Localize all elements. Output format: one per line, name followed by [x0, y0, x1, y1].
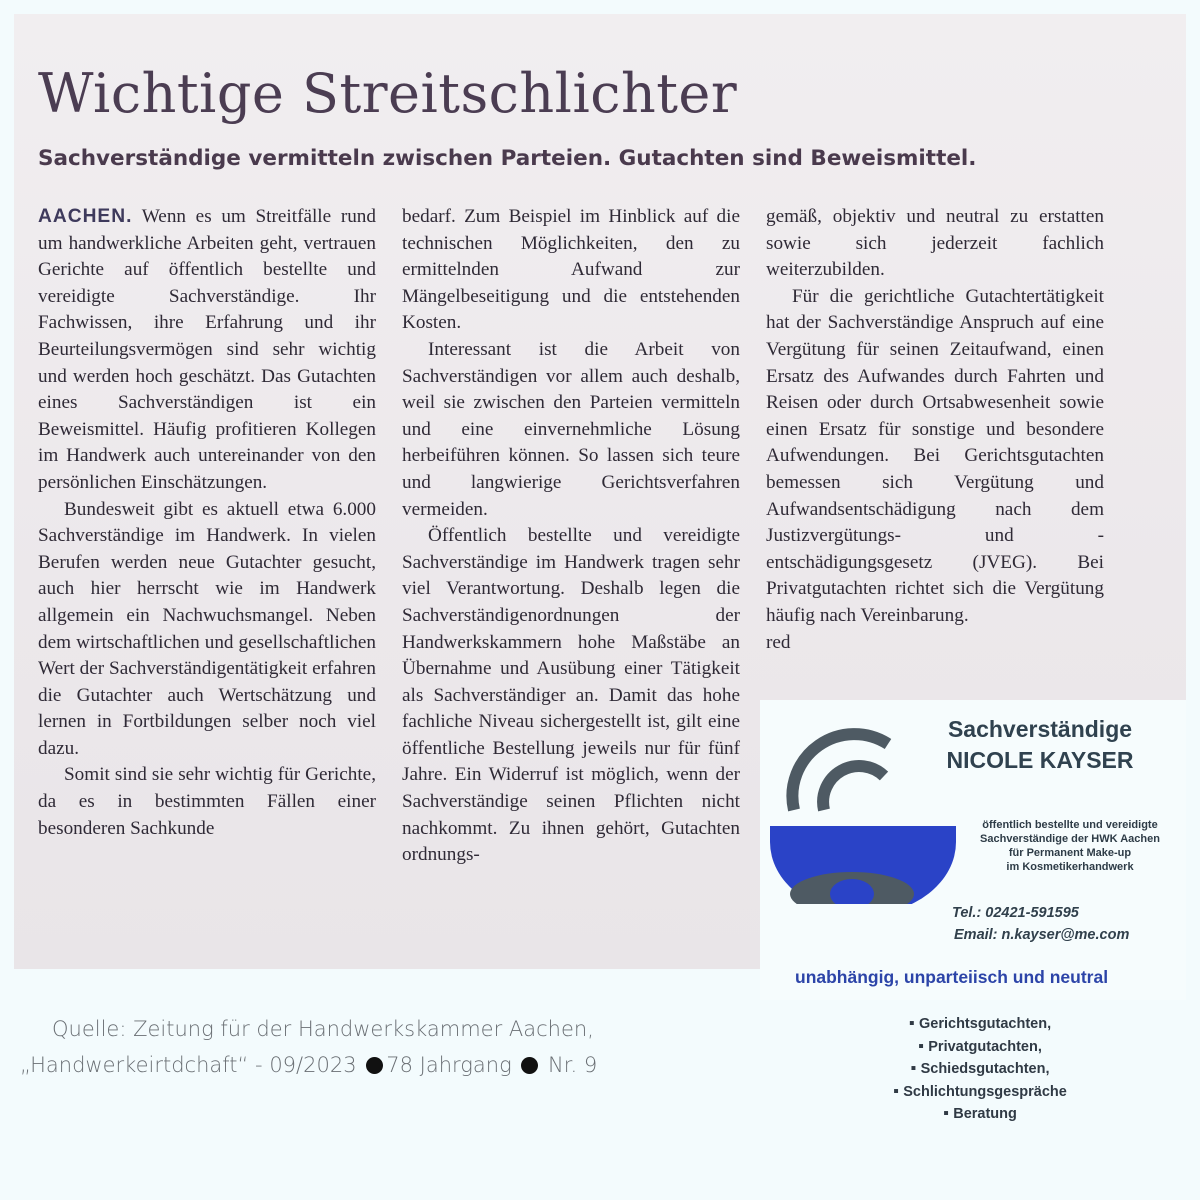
- advertiser-name: [910, 714, 1170, 776]
- source-line-1: Quelle: Zeitung für der Handwerkskammer Aachen,: [52, 1017, 594, 1041]
- column-3-paragraph-2: Für die gerichtliche Gutachtertätigkeit hat der Sachverständige Anspruch auf eine Vergütung für seinen Zeitaufwand, einen Ersatz des Aufwandes durch Fahrten und Reisen oder durch Ortsabwesenheit sowie einen Ersatz für sonstige und besondere Aufwendungen. Bei Gerichtsgutachten bemessen sich Vergütung und Aufwandsentschädigung nach dem Justizvergütungs- und -entschädigungsgesetz (JVEG). Bei Privatgutachten richtet sich die Vergütung häufig nach Vereinbarung.: [766, 285, 1104, 626]
- source-citation: [20, 1011, 720, 1083]
- bullet-dot-icon: [366, 1057, 383, 1074]
- source-volume: 78 Jahrgang: [386, 1053, 512, 1077]
- column-3-paragraph-1: gemäß, objektiv und neutral zu erstatten sowie sich jederzeit fachlich weiterzubilden.: [766, 206, 1104, 281]
- contact-info: [952, 902, 1129, 946]
- service-item: ▪ Privatgutachten,: [870, 1036, 1090, 1059]
- column-2-paragraph-1: bedarf. Zum Beispiel im Hinblick auf die technischen Möglichkeiten, den zu ermittelnden Aufwand zur Mängelbeseitigung und die entstehenden Kosten.: [402, 206, 740, 334]
- column-1-paragraph-3: Somit sind sie sehr wichtig für Gerichte, da es in bestimmten Fällen einer besonderen Sachkunde: [38, 764, 376, 839]
- bullet-dot-icon: [521, 1057, 538, 1074]
- description-line: im Kosmetikerhandwerk: [1006, 861, 1134, 873]
- description-line: für Permanent Make-up: [1008, 847, 1132, 859]
- author-signature: red: [766, 631, 791, 653]
- service-item: ▪ Schlichtungsgespräche: [870, 1081, 1090, 1104]
- description-line: Sachverständige der HWK Aachen: [980, 833, 1160, 845]
- column-2-paragraph-3: Öffentlich bestellte und vereidigte Sachverständige im Handwerk tragen sehr viel Verantwortung. Deshalb legen die Sachverständigenordnungen der Handwerkskammern hohe Maßstäbe an Übernahme und Ausübung einer Tätigkeit als Sachverständiger an. Damit das hohe fachliche Niveau sichergestellt ist, gilt eine öffentliche Bestellung jeweils nur für fünf Jahre. Ein Widerruf ist möglich, wenn der Sachverständige seinen Pflichten nicht nachkommt. Zu ihnen gehört, Gutachten ordnungs-: [402, 525, 740, 866]
- article-column-3: [766, 204, 1104, 656]
- phone-number: Tel.: 02421-591595: [952, 905, 1079, 921]
- source-line-2: [20, 1047, 720, 1083]
- service-item: ▪ Gerichtsgutachten,: [870, 1013, 1090, 1036]
- article-column-2: [402, 204, 740, 869]
- column-1-paragraph-1: [38, 204, 376, 497]
- services-list: [870, 1013, 1090, 1126]
- dateline: AACHEN.: [38, 206, 133, 227]
- column-1-paragraph-2: Bundesweit gibt es aktuell etwa 6.000 Sachverständige im Handwerk. In vielen Berufen werden neue Gutachter gesucht, auch hier herrscht wie im Handwerk allgemein ein Nachwuchsmangel. Neben dem wirtschaftlichen und gesellschaftlichen Wert der Sachverständigentätigkeit erfahren die Gutachter auch Wertschätzung und lernen in Fortbildungen selber noch viel dazu.: [38, 498, 376, 759]
- service-item: ▪ Beratung: [870, 1103, 1090, 1126]
- service-item: ▪ Schiedsgutachten,: [870, 1058, 1090, 1081]
- name-line-2: NICOLE KAYSER: [946, 747, 1134, 773]
- business-card: [760, 700, 1186, 1000]
- article-subheadline: Sachverständige vermitteln zwischen Parteien. Gutachten sind Beweismittel.: [38, 146, 977, 171]
- tagline: unabhängig, unparteiisch und neutral: [795, 967, 1109, 987]
- name-line-1: Sachverständige: [947, 716, 1133, 742]
- advertiser-description: [965, 818, 1175, 874]
- column-2-paragraph-2: Interessant ist die Arbeit von Sachverständigen vor allem auch deshalb, weil sie zwischen den Parteien vermitteln und eine einvernehmliche Lösung herbeiführen können. So lassen sich teure und langwierige Gerichtsverfahren vermeiden.: [402, 338, 740, 520]
- description-line: öffentlich bestellte und vereidigte: [982, 819, 1158, 831]
- paragraph-text: Wenn es um Streitfälle rund um handwerkliche Arbeiten geht, vertrauen Gerichte auf öffentlich bestellte und vereidigte Sachverständige. Ihr Fachwissen, ihre Erfahrung und ihr Beurteilungsvermögen sind sehr wichtig und werden hoch geschätzt. Das Gutachten eines Sachverständigen ist ein Beweismittel. Häufig profitieren Kollegen im Handwerk auch untereinander von den persönlichen Einschätzungen.: [38, 206, 376, 493]
- source-issue: Nr. 9: [548, 1053, 598, 1077]
- article-headline: Wichtige Streitschlichter: [38, 62, 738, 125]
- email-address: Email: n.kayser@me.com: [954, 927, 1130, 943]
- article-column-1: [38, 204, 376, 842]
- source-publication: „Handwerkeirtdchaft“ - 09/2023: [20, 1053, 357, 1077]
